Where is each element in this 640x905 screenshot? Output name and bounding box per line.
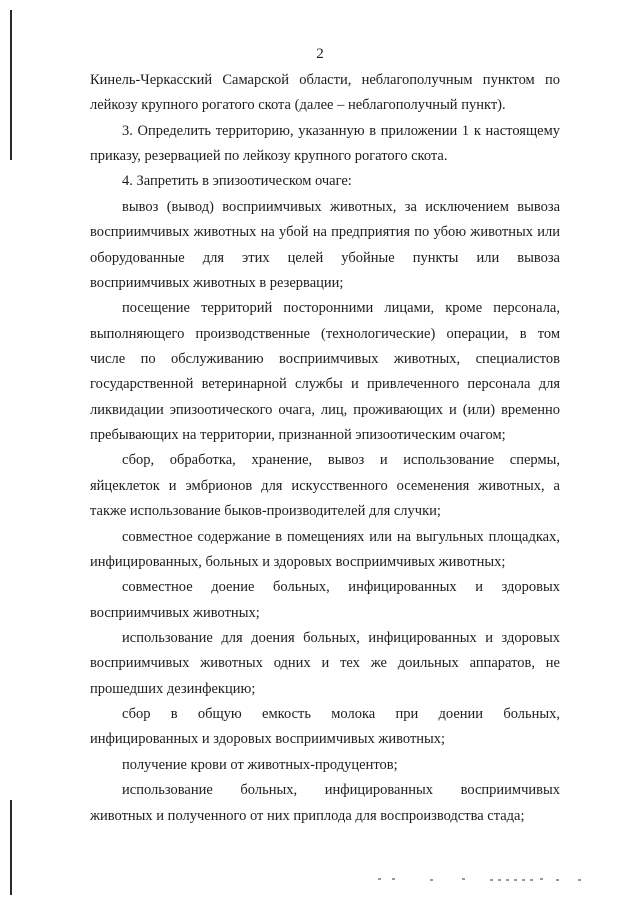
text-line: также использование быков-производителей для случки; <box>90 503 441 519</box>
text-line: оборудованные для этих целей убойные пункты или вывоза <box>90 250 560 266</box>
text-line: приказу, резервацией по лейкозу крупного рогатого скота. <box>90 148 448 164</box>
text-line: выполняющего производственные (технологические) операции, в том <box>90 326 560 342</box>
text-line: восприимчивых животных в резервации; <box>90 275 344 291</box>
text-line: использование для доения больных, инфицированных и здоровых <box>122 630 560 646</box>
text-line: лейкозу крупного рогатого скота (далее – неблагополучный пункт). <box>90 97 506 113</box>
text-line: государственной ветеринарной службы и привлеченного персонала для <box>90 376 560 392</box>
text-line: сбор, обработка, хранение, вывоз и использование спермы, <box>122 452 560 468</box>
text-line: животных и полученного от них приплода для воспроизводства стада; <box>90 808 525 824</box>
text-line: вывоз (вывод) восприимчивых животных, за исключением вывоза <box>122 199 560 215</box>
text-line: 3. Определить территорию, указанную в приложении 1 к настоящему <box>122 123 560 139</box>
text-line: восприимчивых животных; <box>90 605 260 621</box>
text-line: 4. Запретить в эпизоотическом очаге: <box>122 173 352 189</box>
text-line: пребывающих на территории, признанной эпизоотическим очагом; <box>90 427 506 443</box>
text-line: инфицированных, больных и здоровых восприимчивых животных; <box>90 554 506 570</box>
page-number: 2 <box>316 46 324 62</box>
text-line: яйцеклеток и эмбрионов для искусственного осеменения животных, а <box>90 478 560 494</box>
scan-edge-mark-top <box>10 10 12 160</box>
text-line: сбор в общую емкость молока при доении больных, <box>122 706 560 722</box>
text-line: совместное содержание в помещениях или на выгульных площадках, <box>122 529 560 545</box>
text-line: восприимчивых животных на убой на предприятия по убою животных или <box>90 224 560 240</box>
text-line: ликвидации эпизоотического очага, лиц, проживающих и (или) временно <box>90 402 560 418</box>
text-line: совместное доение больных, инфицированных и здоровых <box>122 579 560 595</box>
text-line: инфицированных и здоровых восприимчивых животных; <box>90 731 446 747</box>
text-line: использование больных, инфицированных восприимчивых <box>122 782 560 798</box>
text-line: получение крови от животных-продуцентов; <box>122 757 398 773</box>
text-line: прошедших дезинфекцию; <box>90 681 256 697</box>
scan-edge-mark-bottom <box>10 800 12 895</box>
text-line: Кинель-Черкасский Самарской области, неблагополучным пунктом по <box>90 72 560 88</box>
text-line: восприимчивых животных одних и тех же доильных аппаратов, не <box>90 655 560 671</box>
text-line: числе по обслуживанию восприимчивых животных, специалистов <box>90 351 560 367</box>
text-line: посещение территорий посторонними лицами, кроме персонала, <box>122 300 560 316</box>
